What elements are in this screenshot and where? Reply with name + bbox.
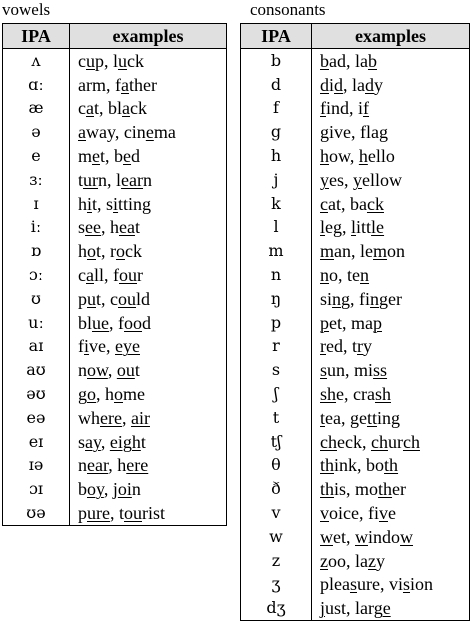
highlighted-letters: h: [320, 146, 329, 167]
consonant-row: [241, 49, 470, 73]
highlighted-letters: n: [360, 265, 369, 286]
highlighted-letters: ou: [119, 265, 137, 286]
consonant-example-words: zoo, lazy: [320, 550, 385, 571]
vowel-ipa-symbol: aɪ: [3, 335, 70, 359]
consonant-example-words: red, try: [320, 336, 372, 357]
vowel-row: [3, 97, 227, 121]
consonant-ipa-symbol: tʃ: [241, 430, 312, 454]
highlighted-letters: l: [320, 217, 326, 238]
consonant-row: [241, 97, 470, 121]
consonant-ipa-symbol: t: [241, 406, 312, 430]
highlighted-letters: o: [114, 384, 123, 405]
consonant-example-words: pleasure, vision: [320, 574, 434, 595]
consonant-row: [241, 430, 470, 454]
highlighted-letters: o: [87, 384, 96, 405]
consonant-row: [241, 525, 470, 549]
consonant-example-words: just, large: [320, 598, 391, 619]
consonant-ipa-symbol: g: [241, 120, 312, 144]
consonant-ipa-symbol: dʒ: [241, 596, 312, 620]
consonant-example-words: check, church: [320, 431, 420, 452]
highlighted-letters: c: [320, 193, 328, 214]
highlighted-letters: n: [370, 288, 380, 309]
vowel-row: [3, 73, 227, 97]
highlighted-letters: s: [320, 360, 328, 381]
vowel-ipa-symbol: aʊ: [3, 358, 70, 382]
highlighted-letters: u: [118, 50, 128, 71]
vowel-row: [3, 382, 227, 406]
consonant-row: [241, 573, 470, 597]
highlighted-letters: v: [320, 503, 329, 524]
consonant-example-words: this, mother: [320, 479, 407, 500]
vowel-row: [3, 144, 227, 168]
consonant-row: [241, 73, 470, 97]
vowel-row: [3, 430, 227, 454]
highlighted-letters: ea: [119, 217, 135, 238]
highlighted-letters: tt: [366, 407, 377, 428]
consonants-header-row: [241, 24, 470, 49]
vowel-ipa-symbol: ɜː: [3, 168, 70, 192]
vowel-ipa-symbol: ɒ: [3, 239, 70, 263]
highlighted-letters: y: [353, 169, 362, 190]
consonant-row: [241, 335, 470, 359]
highlighted-letters: ge: [373, 598, 391, 619]
highlighted-letters: sh: [374, 384, 391, 405]
vowel-example-words: away, cinema: [78, 122, 176, 143]
highlighted-letters: ss: [373, 360, 388, 381]
highlighted-letters: oo: [124, 312, 143, 333]
consonant-ipa-symbol: f: [241, 97, 312, 121]
consonant-ipa-symbol: v: [241, 501, 312, 525]
highlighted-letters: i: [113, 193, 119, 214]
consonants-table-body: [241, 49, 470, 621]
vowels-table-body: [3, 49, 227, 526]
highlighted-letters: b: [320, 50, 329, 71]
vowel-ipa-symbol: iː: [3, 216, 70, 240]
consonant-row: [241, 454, 470, 478]
highlighted-letters: e: [92, 146, 101, 167]
vowel-row: [3, 406, 227, 430]
highlighted-letters: h: [358, 146, 368, 167]
vowel-ipa-symbol: eə: [3, 406, 70, 430]
consonant-ipa-symbol: m: [241, 239, 312, 263]
highlighted-letters: ow: [87, 360, 108, 381]
consonants-ipa-header: IPA: [241, 24, 312, 49]
vowel-ipa-symbol: uː: [3, 311, 70, 335]
highlighted-letters: t: [320, 407, 326, 428]
consonant-ipa-symbol: n: [241, 263, 312, 287]
consonant-ipa-symbol: ŋ: [241, 287, 312, 311]
highlighted-letters: j: [320, 598, 326, 619]
vowel-ipa-symbol: ɔː: [3, 263, 70, 287]
consonant-ipa-symbol: p: [241, 311, 312, 335]
consonant-ipa-symbol: θ: [241, 454, 312, 478]
vowel-row: [3, 216, 227, 240]
consonant-example-words: sing, finger: [320, 288, 402, 309]
highlighted-letters: ou: [124, 503, 142, 524]
highlighted-letters: a: [121, 74, 129, 95]
consonant-row: [241, 477, 470, 501]
consonant-example-words: how, hello: [320, 146, 395, 167]
vowel-row: [3, 501, 227, 525]
highlighted-letters: ure: [87, 503, 110, 524]
consonant-row: [241, 168, 470, 192]
consonant-example-words: did, lady: [320, 74, 384, 95]
highlighted-letters: d: [334, 74, 344, 95]
consonant-row: [241, 501, 470, 525]
highlighted-letters: ou: [116, 360, 135, 381]
highlighted-letters: p: [320, 312, 329, 333]
consonant-example-words: she, crash: [320, 384, 391, 405]
consonant-row: [241, 120, 470, 144]
highlighted-letters: z: [368, 550, 376, 571]
consonant-ipa-symbol: s: [241, 358, 312, 382]
vowel-row: [3, 49, 227, 73]
highlighted-letters: s: [402, 574, 410, 595]
consonant-example-words: pet, map: [320, 312, 382, 333]
vowel-example-words: turn, learn: [78, 169, 153, 190]
vowel-ipa-symbol: ɑː: [3, 73, 70, 97]
highlighted-letters: le: [371, 217, 385, 238]
consonant-example-words: think, both: [320, 455, 399, 476]
vowel-example-words: go, home: [78, 384, 145, 405]
vowel-row: [3, 358, 227, 382]
highlighted-letters: ear: [121, 169, 144, 190]
consonant-row: [241, 596, 470, 620]
highlighted-letters: th: [378, 479, 393, 500]
vowel-ipa-symbol: ə: [3, 120, 70, 144]
vowel-row: [3, 311, 227, 335]
consonant-ipa-symbol: d: [241, 73, 312, 97]
consonant-row: [241, 192, 470, 216]
consonants-caption: consonants: [250, 0, 326, 19]
consonant-row: [241, 549, 470, 573]
highlighted-letters: ee: [85, 217, 101, 238]
vowel-row: [3, 454, 227, 478]
highlighted-letters: th: [320, 479, 335, 500]
vowel-ipa-symbol: ʌ: [3, 49, 70, 73]
vowels-header-row: [3, 24, 227, 49]
consonant-ipa-symbol: z: [241, 549, 312, 573]
highlighted-letters: w: [400, 526, 414, 547]
highlighted-letters: a: [122, 98, 131, 119]
highlighted-letters: ch: [370, 431, 388, 452]
highlighted-letters: ur: [83, 169, 99, 190]
consonant-ipa-symbol: w: [241, 525, 312, 549]
highlighted-letters: r: [320, 336, 326, 357]
consonant-example-words: tea, getting: [320, 407, 401, 428]
consonant-example-words: voice, five: [320, 503, 396, 524]
highlighted-letters: sh: [320, 384, 337, 405]
vowel-row: [3, 287, 227, 311]
consonant-ipa-symbol: b: [241, 49, 312, 73]
vowel-row: [3, 120, 227, 144]
highlighted-letters: g: [378, 122, 388, 143]
highlighted-letters: eigh: [109, 431, 141, 452]
highlighted-letters: air: [130, 407, 150, 428]
consonant-ipa-symbol: r: [241, 335, 312, 359]
highlighted-letters: ere: [126, 455, 149, 476]
highlighted-letters: ou: [118, 288, 136, 309]
consonants-table: [240, 23, 470, 621]
consonant-row: [241, 406, 470, 430]
highlighted-letters: ch: [402, 431, 420, 452]
highlighted-letters: e: [145, 122, 154, 143]
vowel-example-words: cat, black: [78, 98, 148, 119]
vowel-example-words: pure, tourist: [78, 503, 166, 524]
consonant-example-words: no, ten: [320, 265, 369, 286]
highlighted-letters: s: [349, 574, 357, 595]
consonant-ipa-symbol: ʃ: [241, 382, 312, 406]
consonant-example-words: give, flag: [320, 122, 388, 143]
vowel-example-words: now, out: [78, 360, 140, 381]
highlighted-letters: i: [87, 193, 93, 214]
vowel-ipa-symbol: e: [3, 144, 70, 168]
vowel-ipa-symbol: ɔɪ: [3, 477, 70, 501]
consonant-example-words: bad, lab: [320, 50, 377, 71]
consonant-example-words: sun, miss: [320, 360, 388, 381]
highlighted-letters: ere: [100, 407, 122, 428]
vowels-ipa-header: IPA: [3, 24, 70, 49]
vowels-caption: vowels: [2, 0, 51, 19]
highlighted-letters: r: [357, 336, 363, 357]
highlighted-letters: ng: [332, 288, 351, 309]
vowel-row: [3, 239, 227, 263]
vowel-row: [3, 263, 227, 287]
highlighted-letters: d: [320, 74, 329, 95]
highlighted-letters: th: [320, 455, 335, 476]
highlighted-letters: eye: [115, 336, 140, 357]
vowel-row: [3, 192, 227, 216]
vowels-table: [2, 23, 227, 526]
vowel-example-words: blue, food: [78, 312, 152, 333]
highlighted-letters: b: [367, 50, 377, 71]
highlighted-letters: oy: [87, 479, 104, 500]
consonant-ipa-symbol: ʒ: [241, 573, 312, 597]
highlighted-letters: e: [123, 146, 132, 167]
vowel-example-words: see, heat: [78, 217, 140, 238]
highlighted-letters: i: [84, 336, 90, 357]
vowel-row: [3, 477, 227, 501]
vowel-example-words: arm, father: [78, 74, 157, 95]
vowel-example-words: say, eight: [78, 431, 146, 452]
consonant-example-words: yes, yellow: [320, 169, 402, 190]
consonant-row: [241, 144, 470, 168]
highlighted-letters: n: [320, 265, 329, 286]
vowel-example-words: met, bed: [78, 146, 141, 167]
consonant-row: [241, 263, 470, 287]
highlighted-letters: ear: [87, 455, 109, 476]
vowel-ipa-symbol: eɪ: [3, 430, 70, 454]
consonant-example-words: cat, back: [320, 193, 384, 214]
highlighted-letters: a: [86, 265, 94, 286]
highlighted-letters: o: [87, 241, 96, 262]
vowel-ipa-symbol: ʊ: [3, 287, 70, 311]
highlighted-letters: d: [365, 74, 375, 95]
vowel-example-words: hot, rock: [78, 241, 142, 262]
vowel-ipa-symbol: ɪə: [3, 454, 70, 478]
vowel-row: [3, 168, 227, 192]
vowel-example-words: call, four: [78, 265, 143, 286]
highlighted-letters: g: [320, 122, 329, 143]
vowel-example-words: cup, luck: [78, 50, 145, 71]
vowel-row: [3, 335, 227, 359]
vowel-example-words: hit, sitting: [78, 193, 152, 214]
vowel-example-words: where, air: [78, 407, 150, 428]
consonant-ipa-symbol: l: [241, 216, 312, 240]
consonant-row: [241, 358, 470, 382]
vowel-ipa-symbol: ʊə: [3, 501, 70, 525]
highlighted-letters: ue: [92, 312, 110, 333]
consonant-ipa-symbol: ð: [241, 477, 312, 501]
highlighted-letters: o: [116, 241, 125, 262]
consonant-ipa-symbol: k: [241, 192, 312, 216]
consonant-example-words: man, lemon: [320, 241, 406, 262]
highlighted-letters: ch: [320, 431, 337, 452]
consonant-ipa-symbol: j: [241, 168, 312, 192]
consonant-example-words: wet, window: [320, 526, 414, 547]
consonant-ipa-symbol: h: [241, 144, 312, 168]
highlighted-letters: u: [87, 288, 96, 309]
highlighted-letters: m: [373, 241, 388, 262]
highlighted-letters: v: [378, 503, 388, 524]
highlighted-letters: a: [86, 98, 94, 119]
vowel-ipa-symbol: ɪ: [3, 192, 70, 216]
vowel-ipa-symbol: əʊ: [3, 382, 70, 406]
vowel-example-words: five, eye: [78, 336, 140, 357]
consonant-example-words: leg, little: [320, 217, 385, 238]
highlighted-letters: m: [320, 241, 335, 262]
consonant-row: [241, 287, 470, 311]
consonant-row: [241, 382, 470, 406]
highlighted-letters: ck: [366, 193, 384, 214]
vowel-example-words: boy, join: [78, 479, 141, 500]
vowel-example-words: near, here: [78, 455, 149, 476]
consonants-examples-header: examples: [312, 24, 470, 49]
highlighted-letters: ay: [85, 431, 101, 452]
highlighted-letters: z: [320, 550, 328, 571]
highlighted-letters: f: [320, 98, 326, 119]
highlighted-letters: w: [320, 526, 333, 547]
vowels-examples-header: examples: [70, 24, 227, 49]
highlighted-letters: w: [355, 526, 368, 547]
consonant-row: [241, 239, 470, 263]
vowel-ipa-symbol: æ: [3, 97, 70, 121]
highlighted-letters: u: [86, 50, 95, 71]
consonant-row: [241, 311, 470, 335]
consonant-example-words: find, if: [320, 98, 370, 119]
highlighted-letters: th: [384, 455, 399, 476]
highlighted-letters: y: [320, 169, 329, 190]
consonant-row: [241, 216, 470, 240]
vowel-example-words: put, could: [78, 288, 151, 309]
highlighted-letters: oi: [117, 479, 132, 500]
highlighted-letters: f: [363, 98, 370, 119]
highlighted-letters: l: [351, 217, 357, 238]
highlighted-letters: p: [372, 312, 382, 333]
highlighted-letters: a: [78, 122, 86, 143]
